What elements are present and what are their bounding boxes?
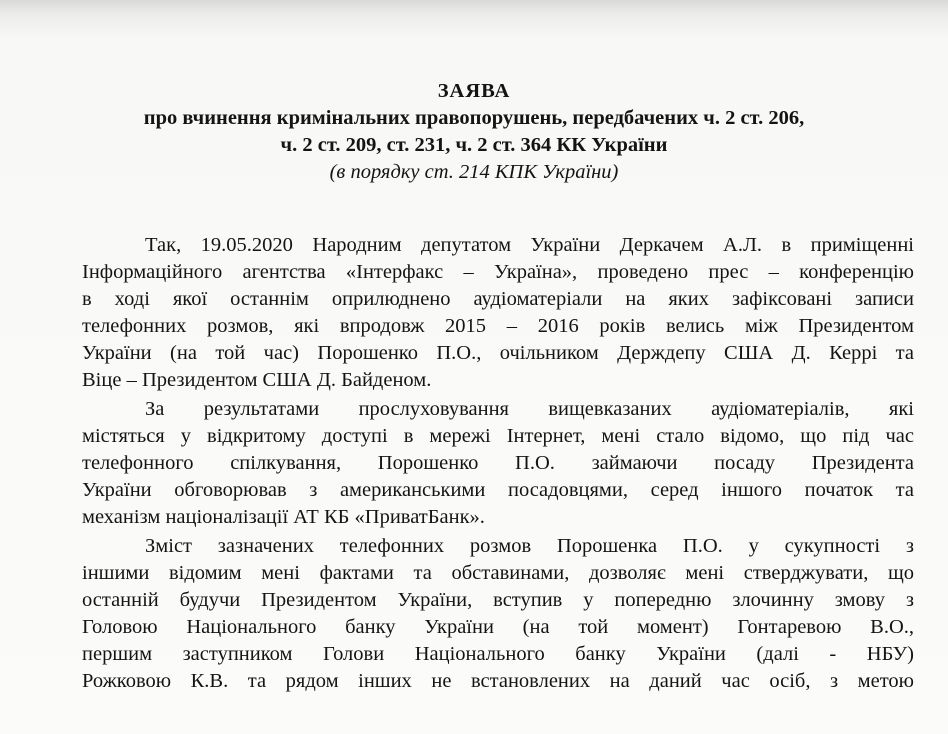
paragraph-2 xyxy=(82,396,914,531)
paragraph-3 xyxy=(82,533,914,695)
text-line: в ході якої останнім оприлюднено аудіоматеріали на яких зафіксовані записи xyxy=(82,288,914,310)
text-line: Зміст зазначених телефонних розмов Порошенка П.О. у сукупності з xyxy=(145,535,914,557)
text-line: Віце – Президентом США Д. Байденом. xyxy=(82,369,432,391)
text-line: Так, 19.05.2020 Народним депутатом України Деркачем А.Л. в приміщенні xyxy=(145,234,914,256)
text-line: Головою Національного банку України (на той момент) Гонтаревою В.О., xyxy=(82,616,914,638)
text-line: телефонних розмов, які впродовж 2015 – 2016 років велись між Президентом xyxy=(82,315,914,337)
text-line: іншими відомим мені фактами та обставинами, дозволяє мені стверджувати, що xyxy=(82,562,914,584)
text-line: Інформаційного агентства «Інтерфакс – Україна», проведено прес – конференцію xyxy=(82,261,914,283)
paragraph-1 xyxy=(82,232,914,394)
document-title: ЗАЯВА xyxy=(437,80,511,102)
text-line: України обговорював з американськими посадовцями, серед іншого початок та xyxy=(82,479,914,501)
text-line: першим заступником Голови Національного банку України (далі - НБУ) xyxy=(82,643,914,665)
text-line: останній будучи Президентом України, вступив у попередню злочинну змову з xyxy=(82,589,914,611)
text-line: механізм націоналізації АТ КБ «ПриватБанк». xyxy=(82,506,485,528)
text-line: України (на той час) Порошенко П.О., очільником Держдепу США Д. Керрі та xyxy=(82,342,914,364)
text-line: містяться у відкритому доступі в мережі Інтернет, мені стало відомо, що під час xyxy=(82,425,914,447)
text-line: За результатами прослуховування вищевказаних аудіоматеріалів, які xyxy=(145,398,914,420)
text-line: Рожковою К.В. та рядом інших не встановлених на даний час осіб, з метою xyxy=(82,670,914,692)
document-subtitle-line-1: про вчинення кримінальних правопорушень, передбачених ч. 2 ст. 206, xyxy=(143,107,805,129)
procedure-note: (в порядку ст. 214 КПК України) xyxy=(329,161,619,183)
document-header xyxy=(0,78,948,186)
document-body xyxy=(82,232,914,697)
text-line: телефонного спілкування, Порошенко П.О. займаючи посаду Президента xyxy=(82,452,914,474)
document-subtitle-line-2: ч. 2 ст. 209, ст. 231, ч. 2 ст. 364 КК України xyxy=(280,134,668,156)
